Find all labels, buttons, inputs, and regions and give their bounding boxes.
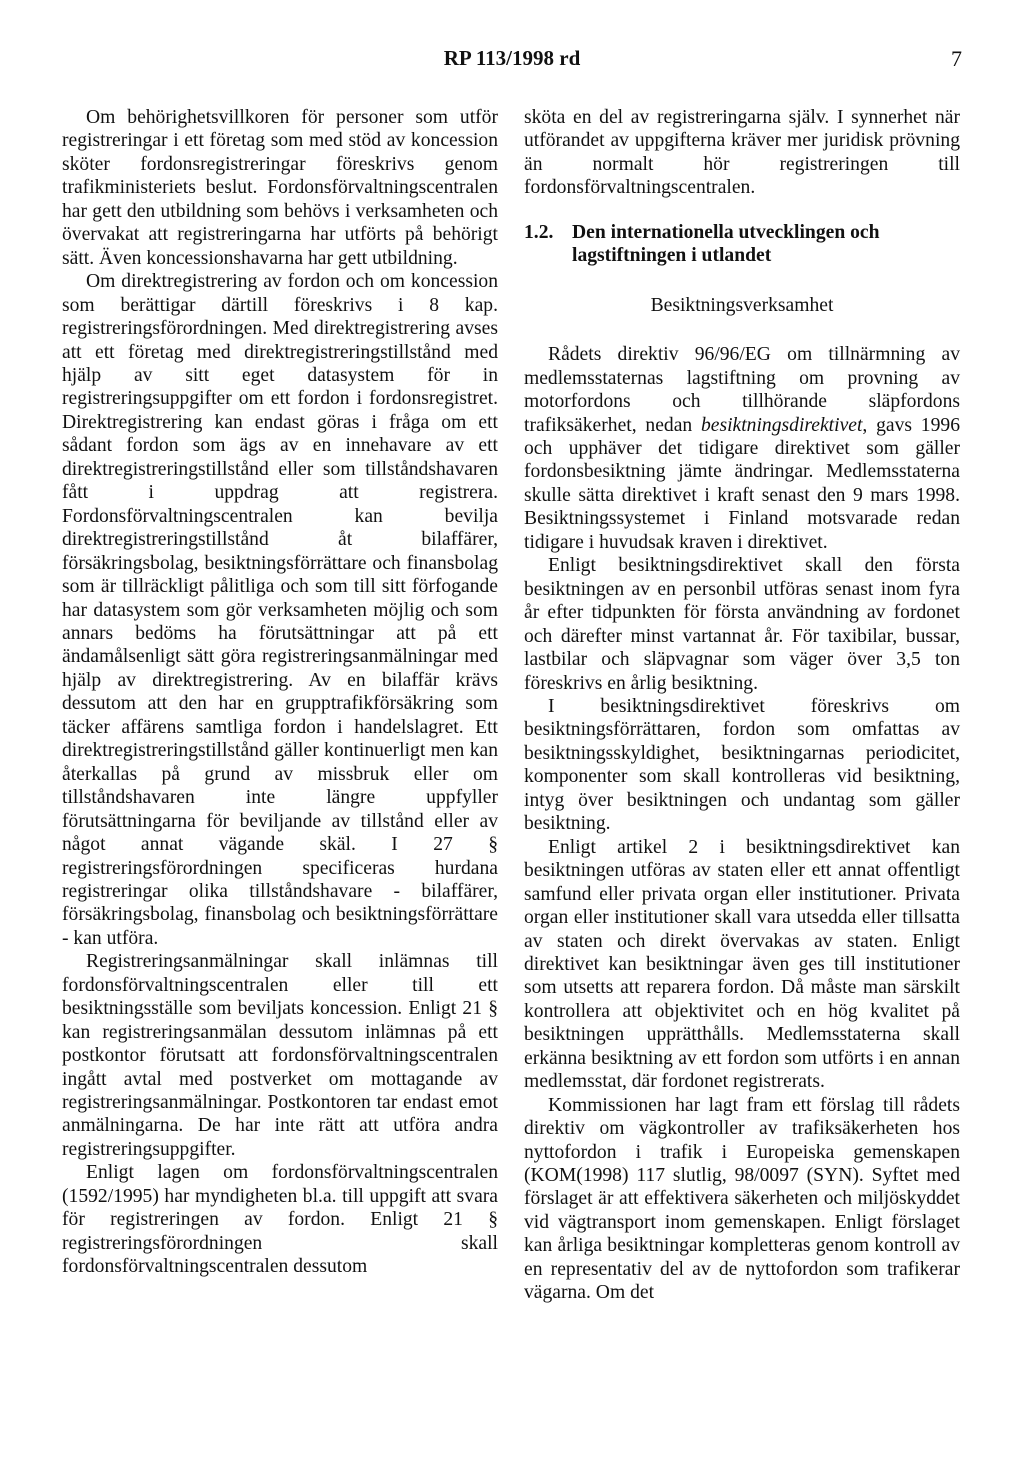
section-number: 1.2. bbox=[524, 221, 554, 243]
page-number: 7 bbox=[951, 46, 962, 71]
section-heading bbox=[524, 221, 960, 268]
paragraph: Enligt besiktningsdirektivet skall den första besiktningen av en personbil utföras senast inom fyra år efter tidpunkten för första användning av fordonet och därefter minst vartannat år. För taxibilar, bussar, lastbilar och släpvagnar som väger över 3,5 ton föreskrivs en årlig besiktning. bbox=[524, 555, 960, 694]
paragraph bbox=[524, 343, 960, 554]
paragraph: sköta en del av registreringarna själv. I synnerhet när utförandet av uppgifterna kräver mer juridisk prövning än normalt hör registreringen till fordonsförvaltningscentralen. bbox=[524, 107, 960, 199]
emphasized-term: besiktningsdirektivet bbox=[700, 414, 863, 436]
paragraph: Enligt artikel 2 i besiktningsdirektivet kan besiktningen utföras av staten eller ett annat offentligt samfund eller privata organ eller institutioner. Privata organ eller institutioner skall vara utsedda eller tillsatta av staten och direkt övervakas av staten. Enligt direktivet kan besiktningar även ges till institutioner som utsetts att reparera fordon. Då måste man särskilt kontrollera att objektivitet och en hög kvalitet på besiktningen upprätthålls. Medlemsstaterna skall erkänna besiktning av ett fordon som utförts i en annan medlemsstat, där fordonet registrerats. bbox=[524, 836, 960, 1093]
paragraph: Om behörighetsvillkoren för personer som utför registreringar i ett företag som med stöd av koncession sköter fordonsregistreringar föreskrivs genom trafikministeriets beslut. Fordonsförvaltningscentralen har gett den utbildning som behövs i verksamheten och övervakat att registreringarna har utförts på behörigt sätt. Även koncessionshavarna har gett utbildning. bbox=[62, 107, 498, 269]
paragraph: Om direktregistrering av fordon och om koncession som berättigar därtill föreskrivs i 8 kap. registreringsförordningen. Med direktregistrering avses att ett företag med direktregistreringstillstånd med hjälp av sitt eget datasystem för in registreringsuppgifter om ett fordon i fordonsregistret. Direktregistrering kan endast göras i fråga om ett sådant fordon som ägs av en innehavare av ett direktregistreringstillstånd eller som tillståndshavaren fått i uppdrag att registrera. Fordonsförvaltningscentralen kan bevilja direktregistreringstillstånd åt bilaffärer, försäkringsbolag, besiktningsförrättare och finansbolag som är tillräckligt pålitliga och som till sitt förfogande har datasystem som gör verksamheten möjlig och som annars bedöms ha förutsättningar att på ett ändamålsenligt sätt göra registreringsanmälningar med hjälp av direktregistrering. Av en bilaffär krävs dessutom att den har en grupptrafikförsäkring som täcker affärens samtliga fordon i handelslagret. Ett direktregistreringstillstånd gäller kontinuerligt men kan återkallas på grund av missbruk eller om tillståndshavaren inte längre uppfyller förutsättningarna för beviljande av tillstånd eller av något annat vägande skäl. I 27 § registreringsförordningen specificeras hurdana registreringar olika tillståndshavare - bilaffärer, försäkringsbolag, finansbolag och besiktningsförrättare - kan utföra. bbox=[62, 271, 498, 949]
left-column bbox=[62, 106, 498, 1279]
paragraph: Enligt lagen om fordonsförvaltningscentralen (1592/1995) har myndigheten bl.a. till uppgift att svara för registreringen av fordon. Enligt 21 § registreringsförordningen skall fordonsförvaltningscentralen dessutom bbox=[62, 1162, 498, 1278]
paragraph: I besiktningsdirektivet föreskrivs om besiktningsförrättaren, fordon som omfattas av besiktningsskyldighet, besiktningarnas periodicitet, komponenter som skall kontrolleras vid besiktning, intyg över besiktningen och undantag som gäller besiktning. bbox=[524, 695, 960, 835]
header-title: RP 113/1998 rd bbox=[443, 46, 581, 70]
paragraph: Registreringsanmälningar skall inlämnas till fordonsförvaltningscentralen eller till ett besiktningsställe som beviljats koncession. Enligt 21 § kan registreringsanmälan dessutom inlämnas på ett postkontor förutsatt att fordonsförvaltningscentralen ingått avtal med postverket om mottagande av registreringsanmälningar. Postkontoren tar endast emot anmälningarna. De har inte rätt att utföra andra registreringsuppgifter. bbox=[62, 951, 498, 1160]
section-title: Den internationella utvecklingen och lagstiftningen i utlandet bbox=[572, 221, 880, 267]
paragraph-text: Rådets direktiv 96/96/EG om tillnärmning av medlemsstaternas lagstiftning om provning av motorfordons och tillhörande släpfordons trafiksäkerhet, nedan bbox=[524, 344, 960, 436]
subheading: Besiktningsverksamhet bbox=[650, 294, 834, 316]
paragraph-text: , gavs 1996 och upphäver det tidigare direktivet som gäller fordonsbesiktning jämte ändringar. Medlemsstaterna skulle sätta direktivet i kraft senast den 9 mars 1998. Besiktningssystemet i Finland motsvarade redan tidigare i huvudsak kraven i direktivet. bbox=[524, 414, 960, 553]
right-column bbox=[524, 106, 960, 1305]
page-header bbox=[62, 46, 962, 80]
paragraph: Kommissionen har lagt fram ett förslag till rådets direktiv om vägkontroller av trafiksäkerheten hos nyttofordon i trafik i Europeiska gemenskapen (KOM(1998) 117 slutlig, 98/0097 (SYN). Syftet med förslaget är att effektivera säkerheten och miljöskyddet vid vägtransport inom gemenskapen. Enligt förslaget kan årliga besiktningar kompletteras genom kontroll av en representativ del av de nyttofordon som trafikerar vägarna. Om det bbox=[524, 1094, 960, 1304]
